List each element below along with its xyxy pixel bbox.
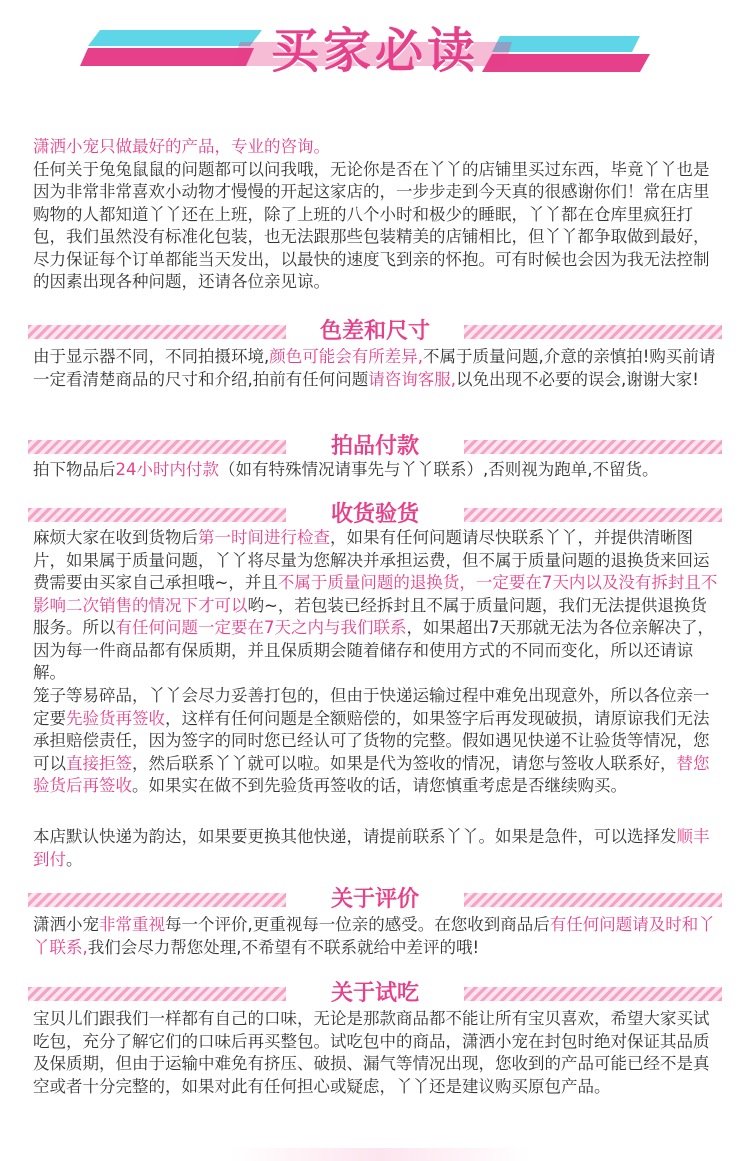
body-text: ，如果有任何问题请尽快联系丫丫，并提供清晰图片，如果属于质量问题，丫丫将尽量为您解决并承担运费，但不属于质量问题的退换货来回运费需要由买家自己承担哦~，并且 [33, 528, 710, 592]
body-text: 潇洒小宠 [33, 915, 99, 934]
section-title: 收货验货 [330, 502, 419, 527]
receive-paragraph-1 [33, 527, 723, 685]
bottom-fade-decoration [230, 1148, 530, 1161]
color-size-text [33, 346, 723, 391]
highlighted-text: 有任何问题一定要在7天之内与我们联系 [115, 618, 407, 637]
stripe-decoration [28, 893, 286, 907]
highlighted-text: 颜色可能会有所差异, [269, 347, 423, 366]
section-header-review [28, 883, 722, 917]
receive-paragraph-2 [33, 685, 723, 798]
body-text: 。 [66, 849, 83, 869]
body-text: 哟~，若包装已经拆封且不属于质量问题，我们无法提供退换货服务。所以 [33, 595, 707, 637]
banner-title: 买家必读 [270, 23, 479, 79]
body-text: 我们会尽力帮您处理,不希望有不联系就给中差评的哦! [87, 937, 480, 957]
body-text: 宝贝儿们跟我们一样都有自己的口味，无论是那款商品都不能让所有宝贝喜欢，希望大家买试吃包，充分了解它们的口味后再买整包。试吃包中的商品，潇洒小宠在封包时绝对保证其品质及保质期，但由于运输中难免有挤压、破损、漏气等情况出现，您收到的产品可能已经不是真空或者十分完整的，如果对此有任何担心或疑虑，丫丫还是建议购买原包产品。 [33, 1009, 710, 1096]
highlighted-text: 先验货再签收 [66, 708, 165, 728]
payment-text [33, 459, 723, 482]
title-banner [0, 0, 750, 110]
highlighted-text: 24小时内付款 [115, 460, 219, 479]
body-text: 本店默认快递为韵达，如果要更换其他快递，请提前联系丫丫。如果是急件，可以选择发 [33, 827, 677, 846]
highlighted-text: 直接拒签 [66, 753, 132, 773]
highlighted-text: 有任何问题请及时和丫丫联系, [33, 915, 715, 957]
body-text: 拍下物品后 [33, 460, 116, 479]
section-header-color-size [28, 315, 722, 349]
section-title: 色差和尺寸 [319, 319, 430, 344]
stripe-decoration [28, 987, 286, 1001]
stripe-decoration [464, 440, 722, 454]
body-text: 。如果实在做不到先验货再签收的话，请您慎重考虑是否继续购买。 [132, 776, 627, 795]
body-text: 以免出现不必要的误会,谢谢大家! [456, 369, 699, 389]
body-text: 任何关于兔兔鼠鼠的问题都可以问我哦，无论你是否在丫丫的店铺里买过东西，毕竟丫丫也是因为非常非常喜欢小动物才慢慢的开起这家店的，一步步走到今天真的很感谢你们！常在店里购物的人都知道丫丫还在上班，除了上班的八个小时和极少的睡眠，丫丫都在仓库里疯狂打包，我们虽然没有标准化包装，也无法跟那些包装精美的店铺相比，但丫丫都争取做到最好，尽力保证每个订单都能当天发出，以最快的速度飞到亲的怀抱。可有时候也会因为我无法控制的因素出现各种问题，还请各位亲见谅。 [33, 159, 710, 291]
section-title: 关于评价 [330, 887, 419, 912]
section-title: 拍品付款 [330, 434, 419, 459]
section-header-trial [28, 977, 722, 1011]
review-text [33, 914, 723, 959]
body-text: ，然后联系丫丫就可以啦。如果是代为签收的情况，请您与签收人联系好， [132, 753, 677, 773]
section-title: 关于试吃 [330, 981, 419, 1006]
highlighted-text: 非常重视 [99, 915, 165, 934]
highlighted-text: 潇洒小宠只做最好的产品，专业的咨询。 [33, 137, 330, 156]
stripe-decoration [464, 893, 722, 907]
stripe-decoration [464, 325, 722, 339]
body-text: 麻烦大家在收到货物后 [33, 528, 198, 547]
stripe-decoration [28, 508, 286, 522]
stripe-decoration [28, 440, 286, 454]
body-text: 由于显示器不同，不同拍摄环境, [33, 347, 270, 366]
trial-text [33, 1008, 723, 1098]
highlighted-text: 替您验货后再签收 [33, 753, 710, 795]
highlighted-text: 不属于质量问题的退换货，一定要在7天内以及没有拆封且不影响二次销售的情况下才可以 [33, 573, 718, 615]
highlighted-text: 第一时间进行检查 [198, 528, 330, 547]
body-text: 每一个评价,更重视每一位亲的感受。在您收到商品后 [165, 915, 550, 934]
receive-paragraph-3 [33, 826, 723, 871]
body-text: ，这样有任何问题是全额赔偿的，如果签字后再发现破损，请原谅我们无法承担赔偿责任，因为签字的同时您已经认可了货物的完整。假如遇见快递不让验货等情况，您可以 [33, 708, 710, 773]
stripe-decoration [464, 987, 722, 1001]
highlighted-text: 顺丰到付 [33, 827, 710, 869]
intro-text [33, 136, 723, 294]
stripe-decoration [464, 508, 722, 522]
stripe-decoration [28, 325, 286, 339]
body-text: （如有特殊情况请事先与丫丫联系）,否则视为跑单,不留货。 [219, 460, 659, 479]
body-text: 笼子等易碎品，丫丫会尽力妥善打包的，但由于快递运输过程中难免出现意外，所以各位亲一定要 [33, 686, 710, 728]
body-text: 不属于质量问题,介意的亲慎拍!购买前请一定看清楚商品的尺寸和介绍,拍前有任何问题 [33, 347, 716, 389]
body-text: ，如果超出7天那就无法为各位亲解决了，因为每一件商品都有保质期，并且保质期会随着储存和使用方式的不同而变化，所以还请谅解。 [33, 618, 714, 682]
highlighted-text: 请咨询客服, [368, 369, 456, 389]
